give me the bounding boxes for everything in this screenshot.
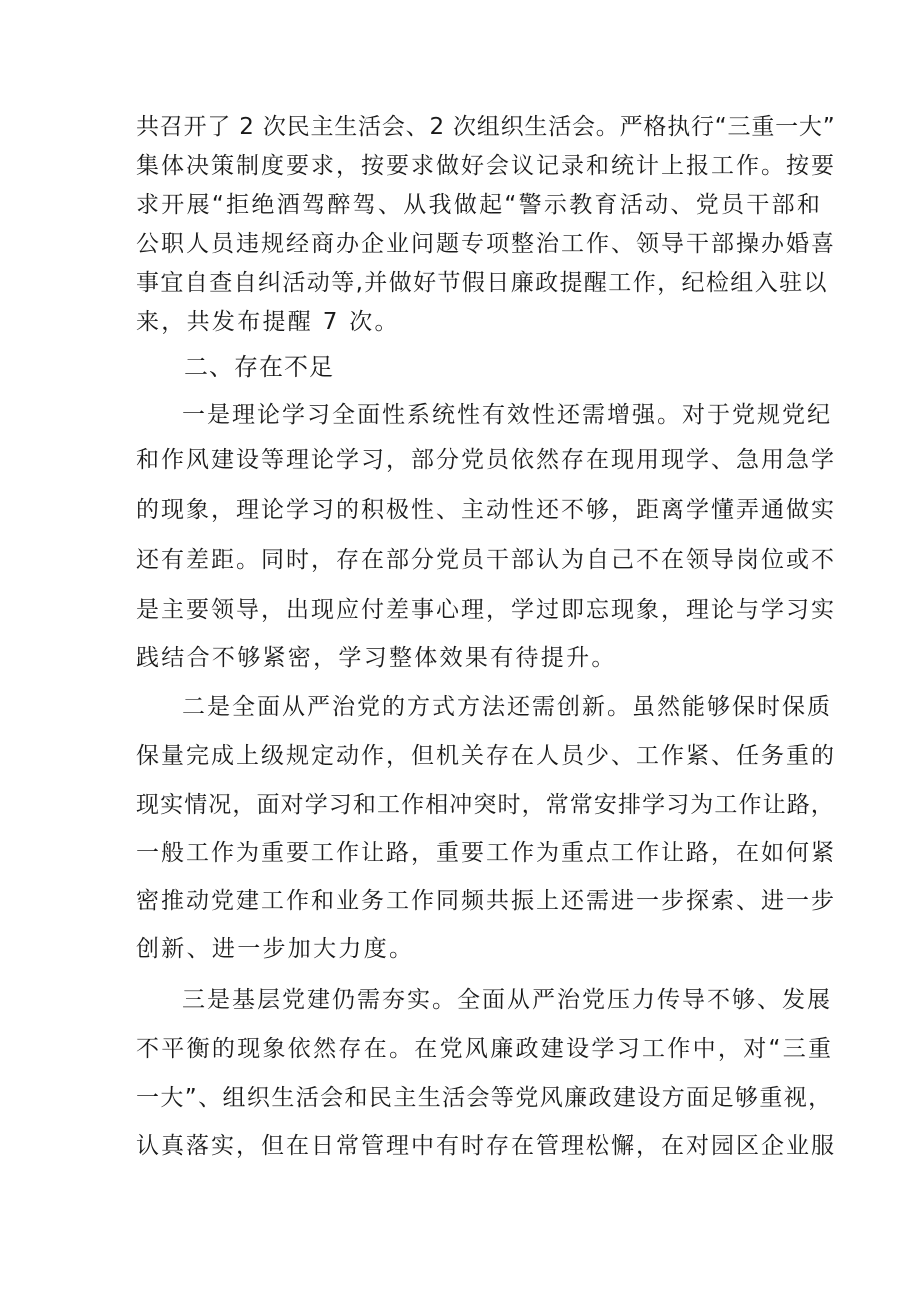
paragraph-two-line-2: 保量完成上级规定动作，但机关存在人员少、工作紧、任务重的 [136, 743, 836, 769]
paragraph-one-line-3: 的现象，理论学习的积极性、主动性还不够，距离学懂弄通做实 [136, 497, 836, 523]
paragraph-two-line-3: 现实情况，面对学习和工作相冲突时，常常安排学习为工作让路， [136, 792, 835, 818]
paragraph-one-line-4: 还有差距。同时，存在部分党员干部认为自己不在领导岗位或不 [136, 547, 836, 573]
paragraph-three-line-1: 三是基层党建仍需夯实。全面从严治党压力传导不够、发展 [182, 987, 832, 1013]
intro-line-2: 集体决策制度要求，按要求做好会议记录和统计上报工作。按要 [136, 153, 836, 179]
paragraph-one-line-5: 是主要领导，出现应付差事心理，学过即忘现象，理论与学习实 [136, 597, 836, 623]
intro-line-6: 来，共发布提醒 7 次。 [136, 309, 400, 335]
intro-line-1: 共召开了 2 次民主生活会、2 次组织生活会。严格执行“三重一大” [136, 114, 836, 140]
paragraph-two-line-4: 一般工作为重要工作让路，重要工作为重点工作让路，在如何紧 [136, 840, 836, 866]
intro-line-3: 求开展“拒绝酒驾醉驾、从我做起“警示教育活动、党员干部和 [136, 192, 823, 218]
paragraph-two-line-1: 二是全面从严治党的方式方法还需创新。虽然能够保时保质 [182, 694, 832, 720]
paragraph-two-line-6: 创新、进一步加大力度。 [136, 936, 415, 962]
intro-line-5: 事宜自查自纠活动等,并做好节假日廉政提醒工作，纪检组入驻以 [136, 270, 828, 296]
intro-line-4: 公职人员违规经商办企业问题专项整治工作、领导干部操办婚喜 [136, 231, 836, 257]
paragraph-one-line-1: 一是理论学习全面性系统性有效性还需增强。对于党规党纪 [182, 402, 832, 428]
paragraph-one-line-6: 践结合不够紧密，学习整体效果有待提升。 [136, 645, 617, 671]
paragraph-two-line-5: 密推动党建工作和业务工作同频共振上还需进一步探索、进一步 [136, 888, 836, 914]
paragraph-three-line-4: 认真落实，但在日常管理中有时存在管理松懈，在对园区企业服 [136, 1133, 836, 1159]
section-heading: 二、存在不足 [184, 353, 334, 381]
paragraph-three-line-3: 一大”、组织生活会和民主生活会等党风廉政建设方面足够重视， [136, 1085, 833, 1111]
paragraph-three-line-2: 不平衡的现象依然存在。在党风廉政建设学习工作中，对“三重 [136, 1036, 834, 1062]
paragraph-one-line-2: 和作风建设等理论学习，部分党员依然存在现用现学、急用急学 [136, 447, 836, 473]
